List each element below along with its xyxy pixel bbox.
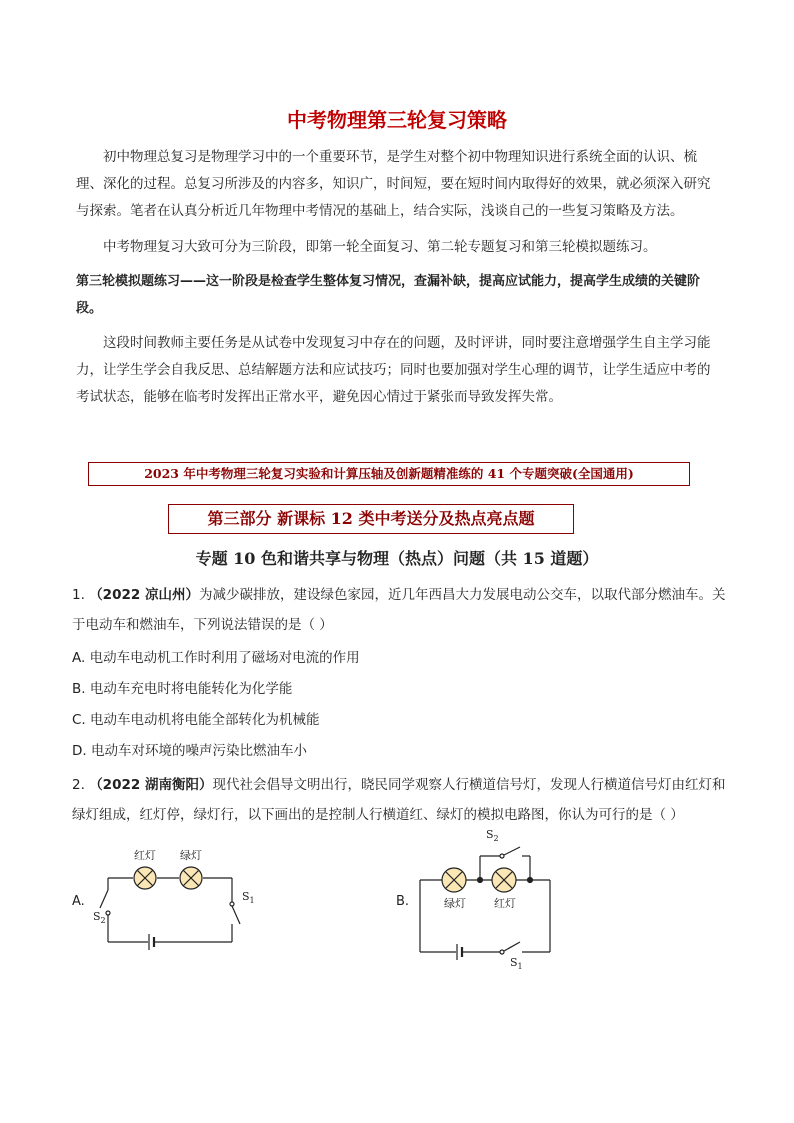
switch-label-s2: $S_2$ — [93, 910, 106, 926]
lamp-label: 红灯 — [134, 849, 156, 862]
question-source: （2022 湖南衡阳） — [89, 777, 213, 793]
lamp-icon — [180, 867, 202, 889]
switch-icon — [230, 902, 240, 924]
paragraph-intro: 初中物理总复习是物理学习中的一个重要环节，是学生对整个初中物理知识进行系统全面的认识、梳理、深化的过程。总复习所涉及的内容多，知识广，时间短，要在短时间内取得好的效果，就必须深入研究与探索。笔者在认真分析近几年物理中考情况的基础上，结合实际，浅谈自己的一些复习策略及方法。 — [76, 149, 711, 219]
lamp-label: 红灯 — [494, 897, 516, 910]
switch-icon — [500, 847, 520, 858]
paragraph-phase-three: 第三轮模拟题练习——这一阶段是检查学生整体复习情况，查漏补缺，提高应试能力，提高学生成绩的关键阶段。 — [76, 274, 701, 316]
lamp-icon — [442, 868, 466, 892]
battery-icon — [457, 944, 462, 960]
option-b[interactable]: B. 电动车充电时将电能转化为化学能 — [72, 681, 293, 697]
option-c[interactable]: C. 电动车电动机将电能全部转化为机械能 — [72, 712, 320, 728]
lamp-icon — [134, 867, 156, 889]
question-stem: 现代社会倡导文明出行，晓民同学观察人行横道信号灯，发现人行横道信号灯由红灯和绿灯组成，红灯停，绿灯行，以下画出的是控制人行横道红、绿灯的模拟电路图，你认为可行的是（ ） — [72, 777, 726, 823]
series-banner: 2023 年中考物理三轮复习实验和计算压轴及创新题精准练的 41 个专题突破(全国通用) — [88, 462, 690, 486]
option-a-label[interactable]: A. — [72, 894, 85, 909]
question-source: （2022 凉山州） — [89, 587, 199, 603]
switch-icon — [500, 942, 520, 954]
option-d[interactable]: D. 电动车对环境的噪声污染比燃油车小 — [72, 743, 307, 759]
question-number: 1. — [72, 587, 85, 603]
switch-label-s1: $S_1$ — [510, 956, 523, 972]
part-banner: 第三部分 新课标 12 类中考送分及热点亮点题 — [168, 504, 574, 534]
question-1 — [72, 580, 732, 640]
question-number: 2. — [72, 777, 85, 793]
switch-label-s2: $S_2$ — [486, 828, 499, 844]
switch-label-s1: $S_1$ — [242, 890, 255, 906]
circuit-a — [100, 867, 240, 950]
lamp-icon — [492, 868, 516, 892]
option-b-label[interactable]: B. — [396, 894, 410, 909]
question-stem: 为减少碳排放，建设绿色家园，近几年西昌大力发展电动公交车，以取代部分燃油车。关于电动车和燃油车，下列说法错误的是（ ） — [72, 587, 726, 633]
doc-title: 中考物理第三轮复习策略 — [287, 108, 507, 132]
lamp-label: 绿灯 — [180, 849, 202, 862]
paragraph-teacher-tasks: 这段时间教师主要任务是从试卷中发现复习中存在的问题，及时评讲，同时要注意增强学生自主学习能力，让学生学会自我反思、总结解题方法和应试技巧；同时也要加强对学生心理的调节，让学生适应中考的考试状态，能够在临考时发挥出正常水平，避免因心情过于紧张而导致发挥失常。 — [76, 335, 711, 405]
topic-heading: 专题 10 色和谐共享与物理（热点）问题（共 15 道题） — [195, 549, 599, 568]
lamp-label: 绿灯 — [444, 897, 466, 910]
circuit-b — [420, 847, 550, 960]
battery-icon — [149, 934, 154, 950]
paragraph-phases: 中考物理复习大致可分为三阶段，即第一轮全面复习、第二轮专题复习和第三轮模拟题练习。 — [103, 239, 657, 255]
question-2 — [72, 770, 732, 830]
option-a[interactable]: A. 电动车电动机工作时利用了磁场对电流的作用 — [72, 650, 360, 666]
